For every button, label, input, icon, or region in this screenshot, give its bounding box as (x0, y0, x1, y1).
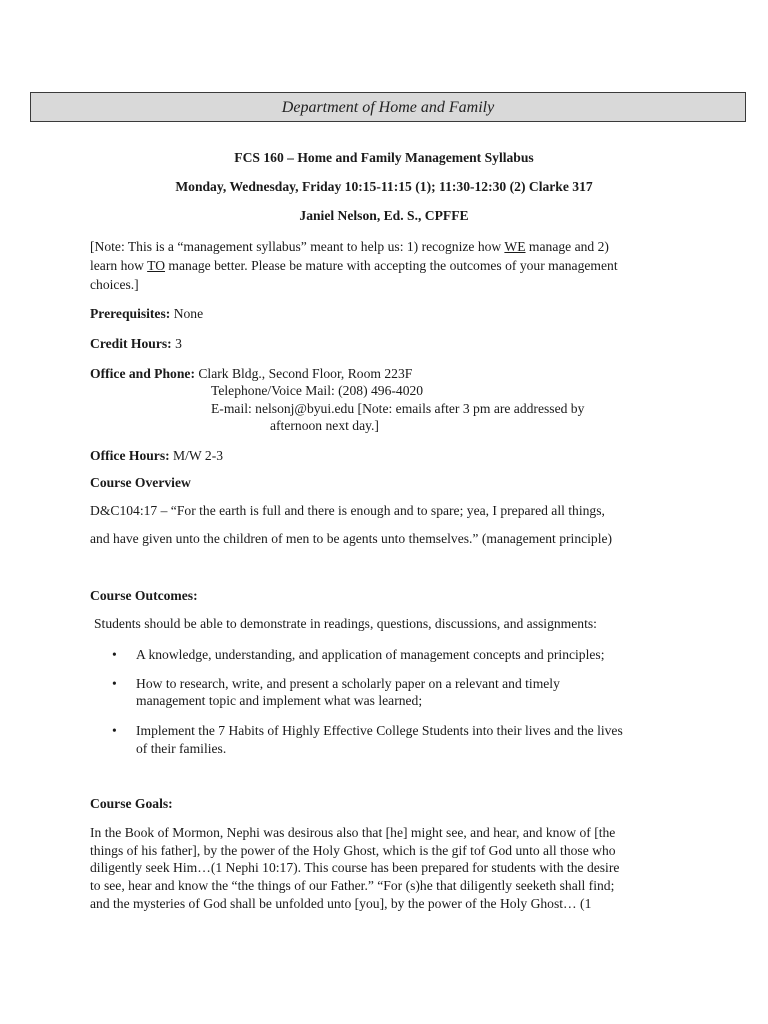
office-value: Clark Bldg., Second Floor, Room 223F (194, 366, 413, 381)
overview-line-2: and have given unto the children of men to be agents unto themselves.” (management principle) (90, 531, 613, 546)
outcome-item-2-line-1: How to research, write, and present a scholarly paper on a relevant and timely (136, 676, 560, 691)
bullet-icon: • (112, 723, 117, 738)
note-line-3: choices.] (90, 277, 139, 292)
phone-line: Telephone/Voice Mail: (208) 496-4020 (211, 383, 424, 398)
overview-line-1: D&C104:17 – “For the earth is full and there is enough and to spare; yea, I prepared all things, (90, 503, 605, 518)
course-overview-heading: Course Overview (90, 475, 191, 490)
office-label: Office and Phone: (90, 366, 195, 381)
course-goals-heading: Course Goals: (90, 796, 173, 811)
note-line-2: learn how TO manage better. Please be mature with accepting the outcomes of your management (90, 258, 618, 273)
bullet-icon: • (112, 676, 117, 691)
course-title: FCS 160 – Home and Family Management Syllabus (234, 150, 534, 165)
goals-line-5: and the mysteries of God shall be unfolded unto [you], by the power of the Holy Ghost… (1 (90, 896, 592, 911)
outcomes-intro: Students should be able to demonstrate in readings, questions, discussions, and assignments: (94, 616, 597, 631)
office-hours (90, 447, 223, 465)
credit-hours-value: 3 (171, 336, 182, 351)
office-hours-label: Office Hours: (90, 448, 170, 463)
note-line-1: [Note: This is a “management syllabus” meant to help us: 1) recognize how WE manage and 2) (90, 239, 609, 254)
department-header (30, 92, 746, 122)
we-emphasis: WE (504, 239, 526, 254)
outcome-item-2-line-2: management topic and implement what was learned; (136, 693, 423, 708)
prerequisites-label: Prerequisites: (90, 306, 171, 321)
goals-line-3: diligently seek Him…(1 Nephi 10:17). This course has been prepared for students with the desire (90, 860, 620, 875)
email-line: E-mail: nelsonj@byui.edu [Note: emails after 3 pm are addressed by (211, 401, 585, 416)
office-and-phone (90, 365, 412, 383)
email-note-cont: afternoon next day.] (270, 418, 379, 433)
goals-line-1: In the Book of Mormon, Nephi was desirous also that [he] might see, and hear, and know of [the (90, 825, 616, 840)
department-title: Department of Home and Family (281, 99, 495, 116)
course-outcomes-heading: Course Outcomes: (90, 588, 198, 603)
bullet-icon: • (112, 647, 117, 662)
instructor-name: Janiel Nelson, Ed. S., CPFFE (299, 208, 469, 223)
course-schedule: Monday, Wednesday, Friday 10:15-11:15 (1); 11:30-12:30 (2) Clarke 317 (175, 179, 593, 194)
credit-hours-label: Credit Hours: (90, 336, 172, 351)
outcome-item-3-line-1: Implement the 7 Habits of Highly Effective College Students into their lives and the lives (136, 723, 623, 738)
credit-hours (90, 335, 182, 353)
outcome-item-1: A knowledge, understanding, and application of management concepts and principles; (136, 647, 605, 662)
prerequisites (90, 305, 203, 323)
office-hours-value: M/W 2-3 (169, 448, 224, 463)
to-emphasis: TO (147, 258, 166, 273)
goals-line-2: things of his father], by the power of the Holy Ghost, which is the gif tof God unto all those who (90, 843, 616, 858)
goals-line-4: to see, hear and know the “the things of our Father.” “For (s)he that diligently seeketh shall find; (90, 878, 615, 893)
prerequisites-value: None (170, 306, 204, 321)
outcome-item-3-line-2: of their families. (136, 741, 227, 756)
